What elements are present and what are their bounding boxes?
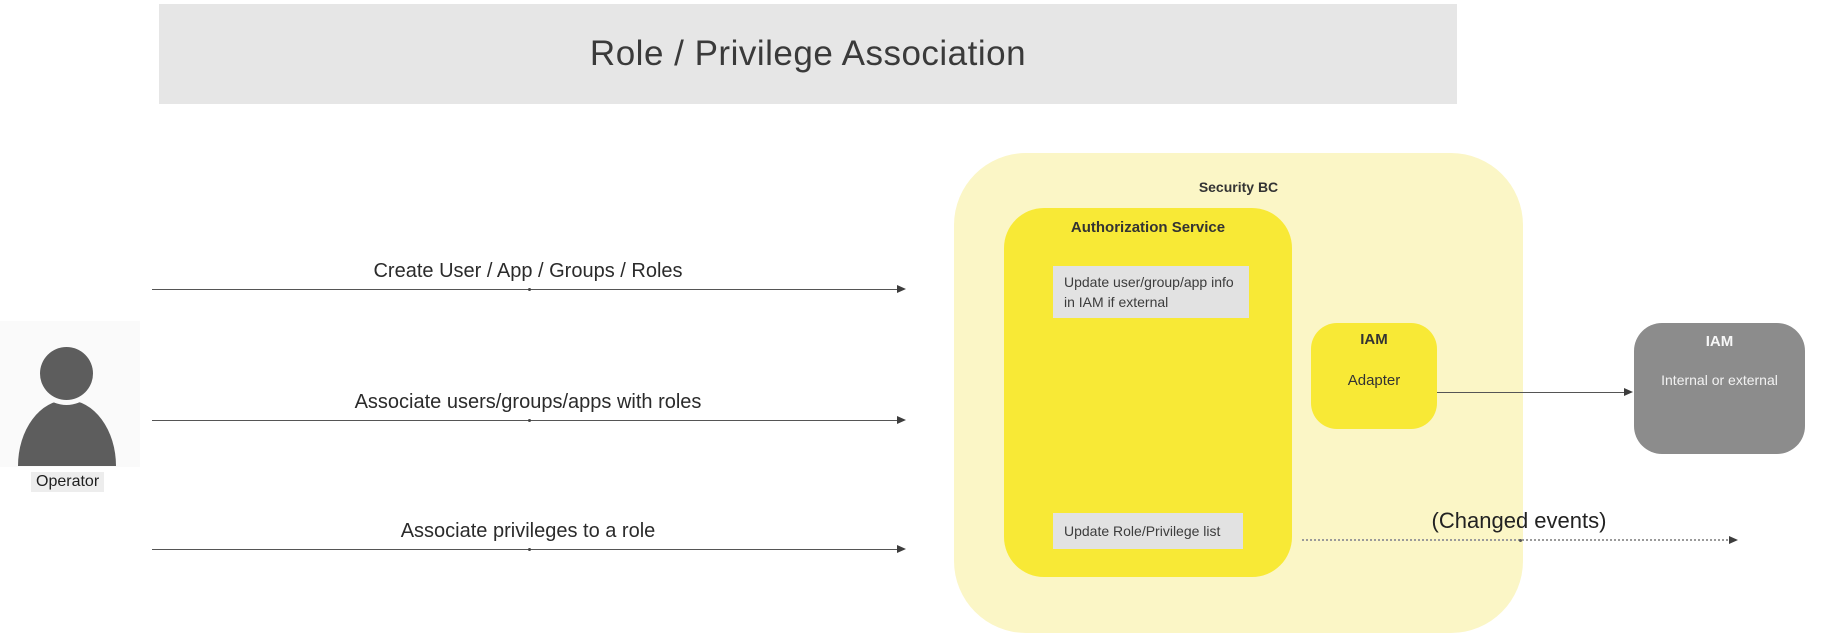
flow-associate-roles-label: Associate users/groups/apps with roles xyxy=(354,391,702,413)
operator-label: Operator xyxy=(31,472,104,492)
iam-adapter-title: IAM xyxy=(1360,331,1388,348)
external-iam-subtitle: Internal or external xyxy=(1661,372,1778,388)
flow-associate-privileges-label: Associate privileges to a role xyxy=(400,520,656,542)
note-update-user-group-app: Update user/group/app info in IAM if external xyxy=(1053,266,1249,318)
flow-associate-privileges xyxy=(152,518,904,550)
operator-actor xyxy=(0,321,140,467)
changed-events-flow xyxy=(1302,507,1736,541)
flow-associate-privileges-arrow xyxy=(152,549,904,550)
external-iam-box xyxy=(1634,323,1805,454)
external-iam-title: IAM xyxy=(1705,333,1734,350)
security-bc-label: Security BC xyxy=(1198,179,1279,195)
person-icon-body xyxy=(18,400,116,466)
diagram-title-bar xyxy=(159,4,1457,104)
flow-associate-roles-arrow xyxy=(152,420,904,421)
iam-adapter-box xyxy=(1311,323,1437,429)
changed-events-dotted-arrow xyxy=(1302,539,1736,541)
flow-create-users-arrow xyxy=(152,289,904,290)
person-icon xyxy=(40,347,93,400)
page-title: Role / Privilege Association xyxy=(589,34,1027,73)
note-update-role-privilege-list: Update Role/Privilege list xyxy=(1053,513,1243,549)
iam-adapter-subtitle: Adapter xyxy=(1347,372,1401,389)
flow-create-users xyxy=(152,258,904,290)
adapter-to-iam-arrow xyxy=(1437,392,1631,393)
flow-create-users-label: Create User / App / Groups / Roles xyxy=(373,260,683,282)
changed-events-label: (Changed events) xyxy=(1431,508,1607,533)
flow-associate-roles xyxy=(152,389,904,421)
authorization-service-label: Authorization Service xyxy=(1070,219,1226,236)
